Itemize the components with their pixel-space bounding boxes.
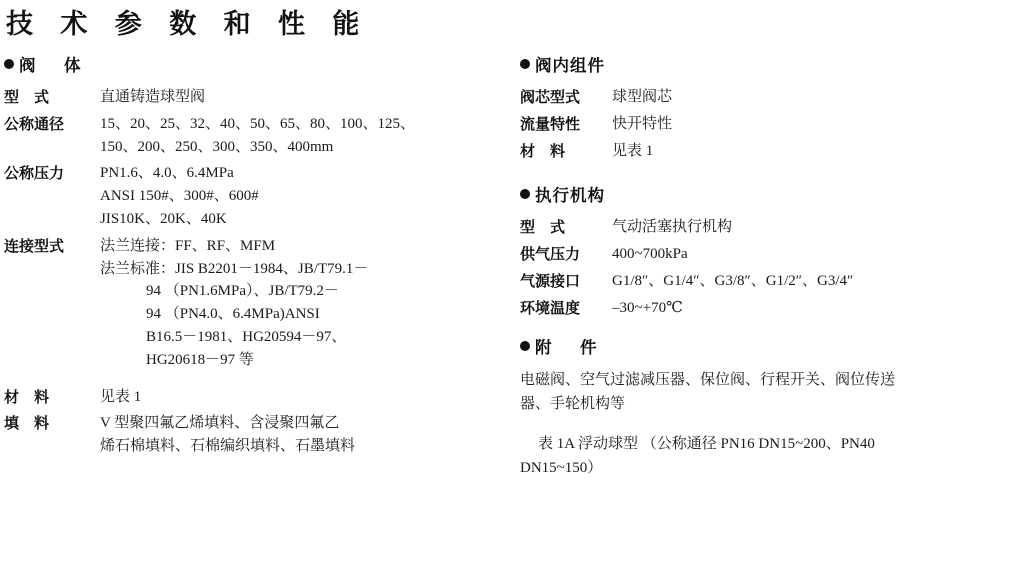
spec-value-line: V 型聚四氟乙烯填料、含浸聚四氟乙 <box>100 415 340 432</box>
section-heading-label: 阀内组件 <box>535 56 605 75</box>
bullet-icon <box>520 59 530 69</box>
spec-value-line: 94 （PN4.0、6.4MPa)ANSI <box>146 306 320 323</box>
spec-label: 型 式 <box>4 88 50 106</box>
section-heading-label: 执行机构 <box>535 186 605 206</box>
spec-label: 公称通径 <box>4 114 65 133</box>
spec-value: –30~+70℃ <box>612 299 683 316</box>
spec-row-type <box>4 86 494 109</box>
spec-value-line: ANSI 150#、300#、600# <box>100 188 259 205</box>
spec-row-packing <box>4 412 494 458</box>
spec-row-air-connection <box>520 270 1000 293</box>
valve-photo-fragment <box>668 0 826 14</box>
spec-value-line: PN1.6、4.0、6.4MPa <box>100 165 234 182</box>
spec-value: 400~700kPa <box>612 246 688 263</box>
spec-label: 材 料 <box>4 387 50 406</box>
left-column <box>4 52 494 462</box>
spec-label: 型 式 <box>520 218 566 237</box>
right-column <box>520 52 1000 480</box>
spec-value-line: 法兰连接：FF、RF、MFM <box>100 237 276 254</box>
spec-row-inner-material <box>520 140 1000 163</box>
spec-label: 流量特性 <box>520 114 581 133</box>
spec-value-line: 15、20、25、32、40、50、65、80、100、125、 <box>100 115 416 132</box>
spec-label: 气源接口 <box>520 271 581 290</box>
spec-row-ambient-temperature <box>520 297 1000 320</box>
spec-label: 填 料 <box>4 414 50 433</box>
spec-label: 材 料 <box>520 141 566 160</box>
spec-value-line: HG20618－97 等 <box>146 351 254 368</box>
spec-row-nominal-pressure <box>4 162 494 230</box>
spec-row-material <box>4 386 494 409</box>
spec-value <box>100 412 480 458</box>
spec-row-supply-pressure <box>520 243 1000 266</box>
section-heading-label: 阀 体 <box>19 56 87 75</box>
spec-label: 环境温度 <box>520 298 581 317</box>
spec-value <box>100 113 480 159</box>
section-heading-valve-body <box>4 52 494 76</box>
spec-label: 阀芯型式 <box>520 88 581 106</box>
spec-value: 快开特性 <box>612 115 673 132</box>
section-heading-label: 附 件 <box>535 337 603 357</box>
spec-value: 气动活塞执行机构 <box>612 219 733 236</box>
bullet-icon <box>520 341 530 351</box>
page-title: 技 术 参 数 和 性 能 <box>6 9 369 40</box>
table-caption: 表 1A 浮动球型 （公称通径 PN16 DN15~200、PN40 DN15~150） <box>520 435 875 476</box>
section-heading-accessories <box>520 334 1000 358</box>
spec-label: 供气压力 <box>520 245 581 264</box>
spec-value <box>100 162 480 230</box>
bullet-icon <box>4 59 14 69</box>
spec-value-line: 150、200、250、300、350、400mm <box>100 138 334 155</box>
spec-row-plug-type <box>520 86 1000 109</box>
spec-value: 见表 1 <box>612 142 654 159</box>
spec-label: 连接型式 <box>4 236 65 255</box>
spec-value-line: 烯石棉填料、石棉编织填料、石墨填料 <box>100 438 356 455</box>
spec-value: G1/8″、G1/4″、G3/8″、G1/2″、G3/4″ <box>612 272 854 289</box>
section-heading-inner-parts <box>520 52 1000 76</box>
spec-value: 直通铸造球型阀 <box>100 89 206 105</box>
accessories-text: 电磁阀、空气过滤减压器、保位阀、行程开关、阀位传送器、手轮机构等 <box>520 371 896 412</box>
spec-row-actuator-type <box>520 216 1000 239</box>
spec-value: 球型阀芯 <box>612 89 673 105</box>
bullet-icon <box>520 189 530 199</box>
spec-value: 见表 1 <box>100 388 142 405</box>
spec-row-nominal-diameter <box>4 113 494 159</box>
section-heading-actuator <box>520 182 1000 206</box>
spec-value-line: 94 （PN1.6MPa）、JB/T79.2－ <box>146 283 339 300</box>
spec-label: 公称压力 <box>4 164 65 183</box>
spec-row-connection-type <box>4 235 494 372</box>
spec-row-flow-characteristic <box>520 113 1000 136</box>
spec-value <box>100 235 480 372</box>
spec-value-line: 法兰标准：JIS B2201－1984、JB/T79.1－ <box>100 260 369 277</box>
spec-value-line: B16.5－1981、HG20594－97、 <box>146 328 347 345</box>
spec-value-line: JIS10K、20K、40K <box>100 210 227 227</box>
